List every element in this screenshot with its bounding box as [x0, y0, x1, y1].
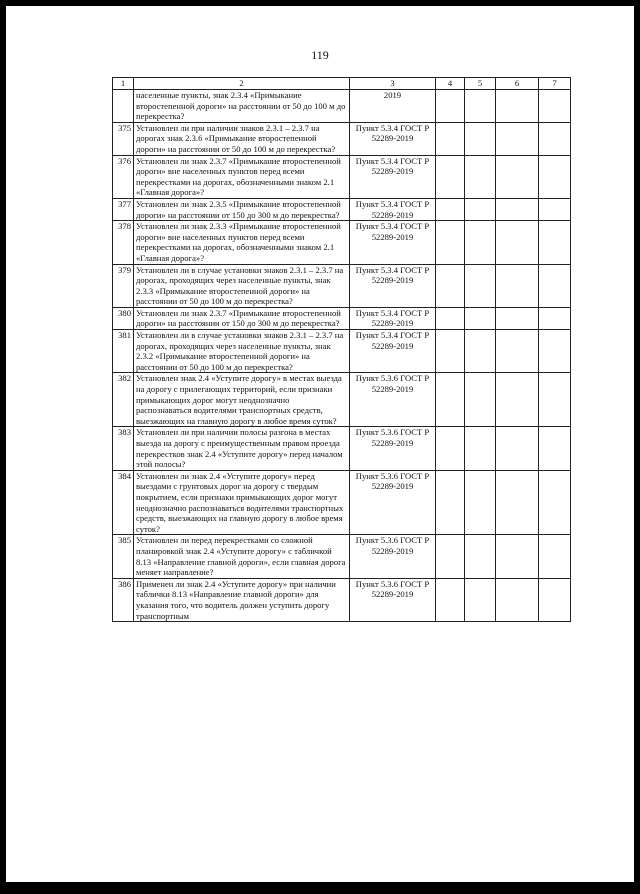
question-text: населенные пункты, знак 2.3.4 «Примыкание второстепенной дороги» на расстоянии от 50 до 100 м до перекрестка? — [134, 90, 350, 123]
row-number: 380 — [113, 307, 134, 329]
question-text: Применен ли знак 2.4 «Уступите дорогу» при наличии таблички 8.13 «Направление главной дороги» для указания того, что водитель должен уступить дорогу транспортным — [134, 578, 350, 621]
table-row — [113, 535, 571, 578]
header-cell-2: 2 — [134, 78, 350, 90]
question-text: Установлен ли перед перекрестками со сложной планировкой знак 2.4 «Уступите дорогу» с табличкой 8.13 «Направление главной дороги», если главная дорога меняет направление? — [134, 535, 350, 578]
answer-cell-4 — [436, 264, 465, 307]
answer-cell-4 — [436, 307, 465, 329]
table-row — [113, 578, 571, 621]
scan-edge-left — [0, 0, 6, 894]
answer-cell-7 — [539, 307, 571, 329]
reference-text: Пункт 5.3.4 ГОСТ Р 52289-2019 — [350, 330, 436, 373]
table-row — [113, 330, 571, 373]
row-number: 378 — [113, 221, 134, 264]
answer-cell-4 — [436, 427, 465, 470]
answer-cell-4 — [436, 90, 465, 123]
answer-cell-5 — [465, 330, 496, 373]
reference-text: Пункт 5.3.4 ГОСТ Р 52289-2019 — [350, 221, 436, 264]
table-row — [113, 155, 571, 198]
row-number: 381 — [113, 330, 134, 373]
table-row — [113, 221, 571, 264]
answer-cell-7 — [539, 578, 571, 621]
answer-cell-7 — [539, 122, 571, 155]
row-number — [113, 90, 134, 123]
answer-cell-4 — [436, 373, 465, 427]
answer-cell-6 — [496, 90, 539, 123]
answer-cell-7 — [539, 373, 571, 427]
question-text: Установлен ли знак 2.3.3 «Примыкание второстепенной дороги» вне населенных пунктов перед всеми перекрестками на дорогах, обозначенными знаком 2.1 «Главная дорога»? — [134, 221, 350, 264]
scan-edge-right — [634, 0, 640, 894]
answer-cell-4 — [436, 330, 465, 373]
answer-cell-7 — [539, 155, 571, 198]
question-text: Установлен ли знак 2.4 «Уступите дорогу» перед выездами с грунтовых дорог на дорогу с твердым покрытием, если признаки примыкающих дорог могут неоднозначно распознаваться водителями транспортных средств, выезжающих на главную дорогу в любое время суток? — [134, 470, 350, 535]
header-row — [113, 78, 571, 90]
answer-cell-6 — [496, 373, 539, 427]
row-number: 375 — [113, 122, 134, 155]
reference-text: 2019 — [350, 90, 436, 123]
answer-cell-6 — [496, 221, 539, 264]
answer-cell-4 — [436, 470, 465, 535]
answer-cell-6 — [496, 578, 539, 621]
answer-cell-5 — [465, 578, 496, 621]
row-number: 386 — [113, 578, 134, 621]
scan-edge-bottom — [0, 882, 640, 894]
reference-text: Пункт 5.3.4 ГОСТ Р 52289-2019 — [350, 264, 436, 307]
header-cell-4: 4 — [436, 78, 465, 90]
answer-cell-7 — [539, 535, 571, 578]
question-text: Установлен ли при наличии полосы разгона в местах выезда на дорогу с преимущественным правом проезда перекрестков знак 2.4 «Уступите дорогу» перед началом этой полосы? — [134, 427, 350, 470]
header-cell-3: 3 — [350, 78, 436, 90]
answer-cell-6 — [496, 307, 539, 329]
header-cell-5: 5 — [465, 78, 496, 90]
answer-cell-5 — [465, 373, 496, 427]
reference-text: Пункт 5.3.6 ГОСТ Р 52289-2019 — [350, 578, 436, 621]
row-number: 383 — [113, 427, 134, 470]
answer-cell-5 — [465, 90, 496, 123]
answer-cell-5 — [465, 427, 496, 470]
answer-cell-5 — [465, 535, 496, 578]
answer-cell-4 — [436, 221, 465, 264]
reference-text: Пункт 5.3.6 ГОСТ Р 52289-2019 — [350, 427, 436, 470]
question-text: Установлен ли в случае установки знаков 2.3.1 – 2.3.7 на дорогах, проходящих через населенные пункты, знак 2.3.2 «Примыкание второстепенной дороги» на расстоянии от 50 до 100 м до перекрестка? — [134, 330, 350, 373]
question-text: Установлен знак 2.4 «Уступите дорогу» в местах выезда на дорогу с прилегающих территорий, если признаки примыкающих дорог могут неоднозначно распознаваться водителями транспортных средств, выезжающих на главную дорогу в любое время суток? — [134, 373, 350, 427]
answer-cell-7 — [539, 330, 571, 373]
question-text: Установлен ли знак 2.3.5 «Примыкание второстепенной дороги» на расстоянии от 150 до 300 м до перекрестка? — [134, 198, 350, 220]
question-text: Установлен ли при наличии знаков 2.3.1 – 2.3.7 на дорогах знак 2.3.6 «Примыкание второстепенной дороги» на расстоянии от 50 до 100 м до перекрестка? — [134, 122, 350, 155]
answer-cell-5 — [465, 198, 496, 220]
table-row — [113, 122, 571, 155]
answer-cell-4 — [436, 578, 465, 621]
answer-cell-4 — [436, 155, 465, 198]
reference-text: Пункт 5.3.6 ГОСТ Р 52289-2019 — [350, 373, 436, 427]
reference-text: Пункт 5.3.4 ГОСТ Р 52289-2019 — [350, 307, 436, 329]
answer-cell-4 — [436, 198, 465, 220]
row-number: 376 — [113, 155, 134, 198]
checklist-table — [112, 77, 571, 622]
answer-cell-5 — [465, 307, 496, 329]
row-number: 379 — [113, 264, 134, 307]
header-cell-1: 1 — [113, 78, 134, 90]
answer-cell-7 — [539, 470, 571, 535]
answer-cell-7 — [539, 264, 571, 307]
answer-cell-4 — [436, 122, 465, 155]
answer-cell-7 — [539, 221, 571, 264]
answer-cell-6 — [496, 122, 539, 155]
answer-cell-6 — [496, 535, 539, 578]
answer-cell-7 — [539, 198, 571, 220]
table-row — [113, 264, 571, 307]
answer-cell-7 — [539, 90, 571, 123]
table-row — [113, 90, 571, 123]
answer-cell-6 — [496, 330, 539, 373]
answer-cell-5 — [465, 155, 496, 198]
row-number: 385 — [113, 535, 134, 578]
answer-cell-7 — [539, 427, 571, 470]
table-row — [113, 307, 571, 329]
header-cell-7: 7 — [539, 78, 571, 90]
row-number: 384 — [113, 470, 134, 535]
answer-cell-5 — [465, 221, 496, 264]
question-text: Установлен ли знак 2.3.7 «Примыкание второстепенной дороги» вне населенных пунктов перед всеми перекрестками на дорогах, обозначенными знаком 2.1 «Главная дорога»? — [134, 155, 350, 198]
answer-cell-5 — [465, 470, 496, 535]
page-number: 119 — [311, 48, 329, 62]
answer-cell-6 — [496, 264, 539, 307]
answer-cell-5 — [465, 122, 496, 155]
reference-text: Пункт 5.3.4 ГОСТ Р 52289-2019 — [350, 155, 436, 198]
answer-cell-4 — [436, 535, 465, 578]
table-row — [113, 427, 571, 470]
reference-text: Пункт 5.3.4 ГОСТ Р 52289-2019 — [350, 122, 436, 155]
question-text: Установлен ли в случае установки знаков 2.3.1 – 2.3.7 на дорогах, проходящих через населенные пункты, знак 2.3.3 «Примыкание второстепенной дороги» на расстоянии от 50 до 100 м до перекрестка? — [134, 264, 350, 307]
reference-text: Пункт 5.3.4 ГОСТ Р 52289-2019 — [350, 198, 436, 220]
row-number: 382 — [113, 373, 134, 427]
header-cell-6: 6 — [496, 78, 539, 90]
table-row — [113, 198, 571, 220]
question-text: Установлен ли знак 2.3.7 «Примыкание второстепенной дороги» на расстоянии от 150 до 300 м до перекрестка? — [134, 307, 350, 329]
table-row — [113, 470, 571, 535]
reference-text: Пункт 5.3.6 ГОСТ Р 52289-2019 — [350, 535, 436, 578]
answer-cell-6 — [496, 470, 539, 535]
answer-cell-6 — [496, 155, 539, 198]
answer-cell-6 — [496, 198, 539, 220]
answer-cell-6 — [496, 427, 539, 470]
table-row — [113, 373, 571, 427]
scan-edge-top — [0, 0, 640, 6]
row-number: 377 — [113, 198, 134, 220]
answer-cell-5 — [465, 264, 496, 307]
reference-text: Пункт 5.3.6 ГОСТ Р 52289-2019 — [350, 470, 436, 535]
